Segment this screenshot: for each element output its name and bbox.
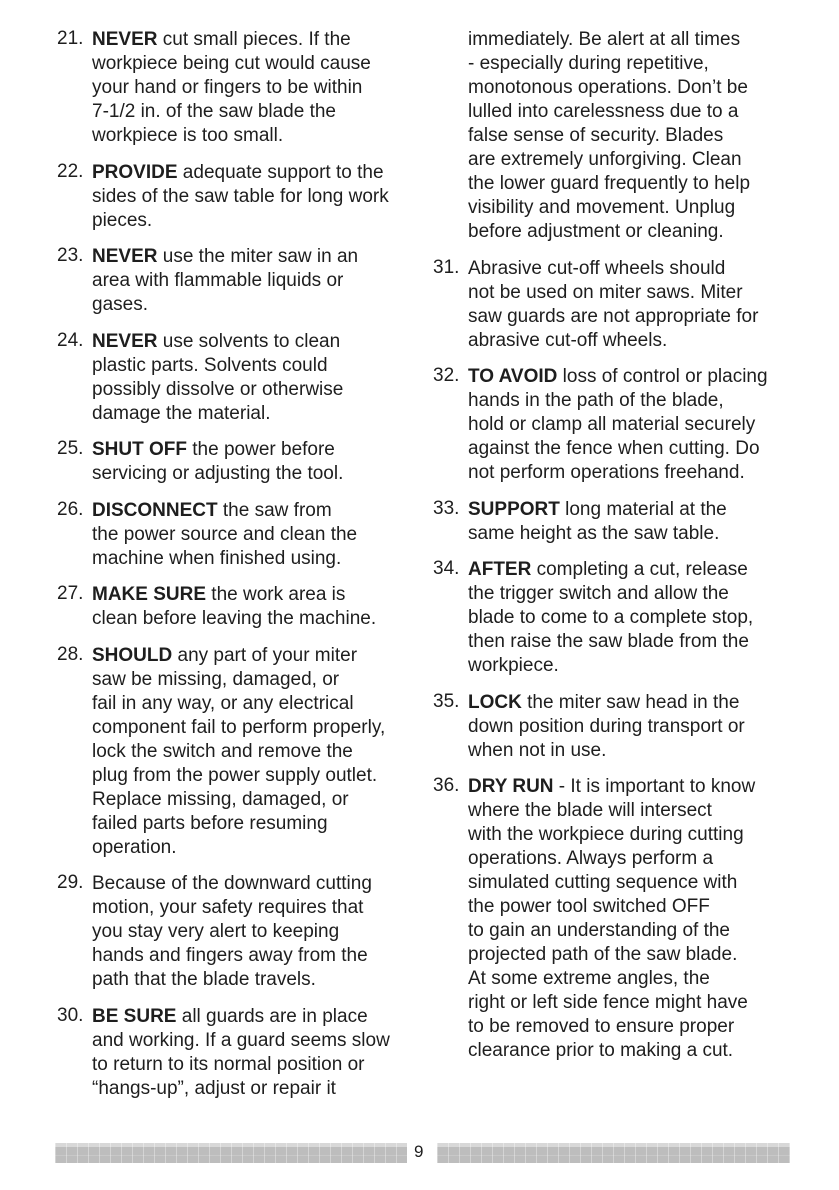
rule-text-line xyxy=(468,967,803,991)
rule-number: 32. xyxy=(433,365,460,386)
rule-text-line xyxy=(92,124,427,148)
rule-text: against the fence when cutting. Do xyxy=(468,438,760,459)
rule-text: plastic parts. Solvents could xyxy=(92,354,328,376)
rule-text-line xyxy=(468,220,803,244)
rule-text-line xyxy=(92,523,427,547)
rule-text: operation. xyxy=(92,836,177,858)
rule-text: servicing or adjusting the tool. xyxy=(92,463,344,484)
rule-text: the power before xyxy=(187,439,335,460)
rule-text: any part of your miter xyxy=(172,644,358,666)
rule-lead-keyword: LOCK xyxy=(468,691,522,713)
rule-text: completing a cut, release xyxy=(531,559,748,580)
rule-text-line xyxy=(92,438,427,462)
rule-text-line xyxy=(468,257,803,281)
rule-text-line xyxy=(468,775,803,799)
rule-text-line xyxy=(92,668,427,692)
safety-rule-item xyxy=(57,28,427,148)
safety-rule-item xyxy=(433,498,803,546)
safety-rule-item xyxy=(57,161,427,233)
rule-lead-keyword: NEVER xyxy=(92,246,158,267)
safety-rule-item xyxy=(57,1005,427,1101)
rule-text-line xyxy=(92,944,427,968)
rule-text: “hangs-up”, adjust or repair it xyxy=(92,1077,336,1099)
safety-rule-item xyxy=(57,438,427,486)
rule-text-line xyxy=(468,52,803,76)
rule-text: the work area is xyxy=(206,584,346,605)
rule-text-line xyxy=(92,100,427,124)
rule-text-line xyxy=(468,172,803,196)
rule-text: plug from the power supply outlet. xyxy=(92,764,378,786)
rule-text-line xyxy=(92,28,427,52)
rule-text: then raise the saw blade from the xyxy=(468,631,749,652)
rule-text-line xyxy=(468,582,803,606)
rule-text-line xyxy=(468,919,803,943)
rule-text-line xyxy=(468,799,803,823)
rule-text-line xyxy=(92,583,427,607)
rule-text-line xyxy=(92,330,427,354)
rule-text-line xyxy=(92,968,427,992)
rule-text: fail in any way, or any electrical xyxy=(92,692,354,714)
rule-text: adequate support to the xyxy=(177,161,384,183)
rule-text-line xyxy=(468,389,803,413)
rule-text: cut small pieces. If the xyxy=(157,29,351,50)
rule-text: right or left side fence might have xyxy=(468,992,748,1013)
rule-text-line xyxy=(468,1015,803,1039)
rule-number: 26. xyxy=(57,498,84,520)
rule-text-line xyxy=(468,437,803,461)
rule-number: 27. xyxy=(57,583,84,604)
left-column xyxy=(57,28,427,1113)
safety-rule-item xyxy=(433,257,803,353)
rule-text: the power source and clean the xyxy=(92,523,358,545)
rule-text: hold or clamp all material securely xyxy=(468,414,756,435)
rule-text-line xyxy=(468,606,803,630)
rule-text-line xyxy=(468,715,803,739)
rule-lead-keyword: DISCONNECT xyxy=(92,499,218,521)
rule-text: blade to come to a complete stop, xyxy=(468,607,754,628)
rule-number: 29. xyxy=(57,872,84,893)
rule-lead-keyword: BE SURE xyxy=(92,1005,177,1027)
rule-lead-keyword: NEVER xyxy=(92,29,158,50)
rule-text-line xyxy=(92,788,427,812)
rule-lead-keyword: MAKE SURE xyxy=(92,584,207,605)
rule-text: gases. xyxy=(92,294,148,315)
rule-number: 31. xyxy=(433,256,460,278)
safety-rule-item xyxy=(433,775,803,1063)
rule-text: not be used on miter saws. Miter xyxy=(468,281,743,303)
rule-text: - It is important to know xyxy=(553,776,756,797)
right-column xyxy=(433,28,803,1076)
rule-text: clearance prior to making a cut. xyxy=(468,1040,734,1061)
rule-text-line xyxy=(468,329,803,353)
rule-number: 36. xyxy=(433,775,460,796)
rule-text: pieces. xyxy=(92,209,153,231)
rule-text-line xyxy=(92,402,427,426)
safety-rule-item xyxy=(57,330,427,426)
safety-rule-item xyxy=(57,644,427,860)
rule-text: sides of the saw table for long work xyxy=(92,185,389,207)
rule-lead-keyword: NEVER xyxy=(92,330,158,352)
rule-text: the power tool switched OFF xyxy=(468,896,710,917)
rule-text-line xyxy=(468,895,803,919)
safety-rule-item xyxy=(433,691,803,763)
rule-text-line xyxy=(468,558,803,582)
rule-text-line xyxy=(468,76,803,100)
rule-text: the lower guard frequently to help xyxy=(468,173,751,194)
rule-text-line xyxy=(92,896,427,920)
rule-number: 23. xyxy=(57,245,84,266)
safety-rule-item xyxy=(57,499,427,571)
rule-text: motion, your safety requires that xyxy=(92,897,364,918)
rule-text-line xyxy=(468,124,803,148)
rule-lead-keyword: DRY RUN xyxy=(468,776,554,797)
rule-text-line xyxy=(468,691,803,715)
rule-text: saw guards are not appropriate for xyxy=(468,305,759,327)
rule-text-line xyxy=(92,76,427,100)
rule-number: 33. xyxy=(433,497,460,519)
rule-number: 30. xyxy=(57,1004,84,1026)
rule-lead-keyword: AFTER xyxy=(468,559,532,580)
rule-text: Abrasive cut-off wheels should xyxy=(468,257,726,279)
rule-number: 24. xyxy=(57,329,84,351)
rule-number: 28. xyxy=(57,643,84,665)
rule-text-line xyxy=(92,245,427,269)
rule-text: possibly dissolve or otherwise xyxy=(92,378,344,400)
rule-text: projected path of the saw blade. xyxy=(468,944,738,965)
rule-number: 34. xyxy=(433,558,460,579)
rule-text: your hand or fingers to be within xyxy=(92,77,363,98)
rule-text-line xyxy=(92,161,427,185)
rule-text-line xyxy=(468,28,803,52)
rule-text-line xyxy=(92,1053,427,1077)
rule-text-line xyxy=(92,644,427,668)
rule-lead-keyword: TO AVOID xyxy=(468,366,558,387)
rule-text-line xyxy=(92,52,427,76)
rule-text: where the blade will intersect xyxy=(468,800,712,821)
rule-text-line xyxy=(92,499,427,523)
rule-text-line xyxy=(92,836,427,860)
rule-text: failed parts before resuming xyxy=(92,812,328,834)
rule-text-line xyxy=(92,740,427,764)
safety-rule-item xyxy=(57,872,427,992)
rule-text-line xyxy=(92,1029,427,1053)
rule-text: the miter saw head in the xyxy=(521,691,740,713)
rule-number: 21. xyxy=(57,28,84,49)
rule-text-line xyxy=(92,354,427,378)
rule-text-line xyxy=(468,991,803,1015)
rule-text: false sense of security. Blades xyxy=(468,125,724,146)
rule-text-line xyxy=(92,764,427,788)
rule-text-line xyxy=(92,692,427,716)
rule-text-line xyxy=(468,630,803,654)
rule-text: Replace missing, damaged, or xyxy=(92,788,349,810)
rule-text: use the miter saw in an xyxy=(157,246,359,267)
rule-text: not perform operations freehand. xyxy=(468,462,745,483)
rule-text-line xyxy=(468,196,803,220)
rule-text-line xyxy=(468,461,803,485)
rule-text: - especially during repetitive, xyxy=(468,53,709,74)
rule-text-line xyxy=(92,185,427,209)
rule-text: lock the switch and remove the xyxy=(92,740,353,762)
rule-text-line xyxy=(468,148,803,172)
rule-text-line xyxy=(92,378,427,402)
rule-text-line xyxy=(468,654,803,678)
rule-text-line xyxy=(92,462,427,486)
rule-text-line xyxy=(468,739,803,763)
safety-rule-item xyxy=(57,583,427,631)
rule-lead-keyword: SUPPORT xyxy=(468,498,560,520)
footer-decorative-bar-left xyxy=(55,1143,407,1163)
rule-text-line xyxy=(468,823,803,847)
rule-text: hands in the path of the blade, xyxy=(468,390,724,411)
rule-text: loss of control or placing xyxy=(557,366,768,387)
rule-text: immediately. Be alert at all times xyxy=(468,29,741,50)
rule-lead-keyword: PROVIDE xyxy=(92,161,178,183)
rule-text-line xyxy=(92,293,427,317)
safety-rule-item xyxy=(57,245,427,317)
rule-text: long material at the xyxy=(559,498,727,520)
rule-text: damage the material. xyxy=(92,402,271,424)
rule-text-line xyxy=(92,872,427,896)
rule-text: path that the blade travels. xyxy=(92,969,316,990)
rule-text-line xyxy=(92,812,427,836)
rule-text: the saw from xyxy=(217,499,332,521)
rule-text-line xyxy=(468,413,803,437)
rule-text-line xyxy=(92,1005,427,1029)
safety-rule-item xyxy=(433,558,803,678)
rule-number: 35. xyxy=(433,690,460,712)
rule-text: operations. Always perform a xyxy=(468,848,714,869)
rule-text: 7-1/2 in. of the saw blade the xyxy=(92,101,336,122)
rule-text: to return to its normal position or xyxy=(92,1053,365,1075)
rule-text: same height as the saw table. xyxy=(468,522,720,544)
rule-text-line xyxy=(468,305,803,329)
rule-text-line xyxy=(92,920,427,944)
rule-text: to gain an understanding of the xyxy=(468,920,730,941)
rule-text-line xyxy=(468,871,803,895)
rule-text: saw be missing, damaged, or xyxy=(92,668,340,690)
rule-text-line xyxy=(468,100,803,124)
rule-text: hands and fingers away from the xyxy=(92,945,368,966)
rule-text-line xyxy=(468,498,803,522)
rule-text: with the workpiece during cutting xyxy=(468,824,744,845)
rule-lead-keyword: SHUT OFF xyxy=(92,439,187,460)
rule-text: and working. If a guard seems slow xyxy=(92,1029,390,1051)
safety-rule-item xyxy=(433,365,803,485)
rule-text: to be removed to ensure proper xyxy=(468,1016,735,1037)
rule-text: Because of the downward cutting xyxy=(92,873,372,894)
rule-text: machine when finished using. xyxy=(92,547,342,569)
rule-text: down position during transport or xyxy=(468,715,745,737)
rule-text-line xyxy=(468,281,803,305)
rule-text: visibility and movement. Unplug xyxy=(468,197,736,218)
rule-text: area with flammable liquids or xyxy=(92,270,344,291)
rule-text: At some extreme angles, the xyxy=(468,968,710,989)
rule-text: are extremely unforgiving. Clean xyxy=(468,149,742,170)
rule-text: workpiece. xyxy=(468,655,559,676)
rule-text-line xyxy=(468,365,803,389)
rule-text: when not in use. xyxy=(468,739,607,761)
rule-text-line xyxy=(92,1077,427,1101)
safety-rule-item xyxy=(433,28,803,244)
rule-text: before adjustment or cleaning. xyxy=(468,221,724,242)
rule-text: workpiece being cut would cause xyxy=(92,53,371,74)
rule-text-line xyxy=(92,547,427,571)
rule-text: all guards are in place xyxy=(176,1005,368,1027)
rule-lead-keyword: SHOULD xyxy=(92,644,173,666)
rule-text: clean before leaving the machine. xyxy=(92,608,377,629)
rule-text: lulled into carelessness due to a xyxy=(468,101,739,122)
rule-text: use solvents to clean xyxy=(157,330,341,352)
page-number: 9 xyxy=(414,1142,424,1161)
rule-text-line xyxy=(92,269,427,293)
rule-text-line xyxy=(92,716,427,740)
rule-text: the trigger switch and allow the xyxy=(468,583,729,604)
rule-text-line xyxy=(468,847,803,871)
rule-text: you stay very alert to keeping xyxy=(92,921,340,942)
rule-text-line xyxy=(92,209,427,233)
rule-number: 25. xyxy=(57,438,84,459)
rule-text: component fail to perform properly, xyxy=(92,716,386,738)
rule-text-line xyxy=(468,943,803,967)
footer-decorative-bar-right xyxy=(437,1143,790,1163)
rule-text-line xyxy=(468,1039,803,1063)
rule-text: abrasive cut-off wheels. xyxy=(468,329,668,351)
rule-text: workpiece is too small. xyxy=(92,125,284,146)
rule-text: simulated cutting sequence with xyxy=(468,872,738,893)
rule-number: 22. xyxy=(57,160,84,182)
rule-text-line xyxy=(468,522,803,546)
rule-text-line xyxy=(92,607,427,631)
rule-text: monotonous operations. Don’t be xyxy=(468,77,748,98)
